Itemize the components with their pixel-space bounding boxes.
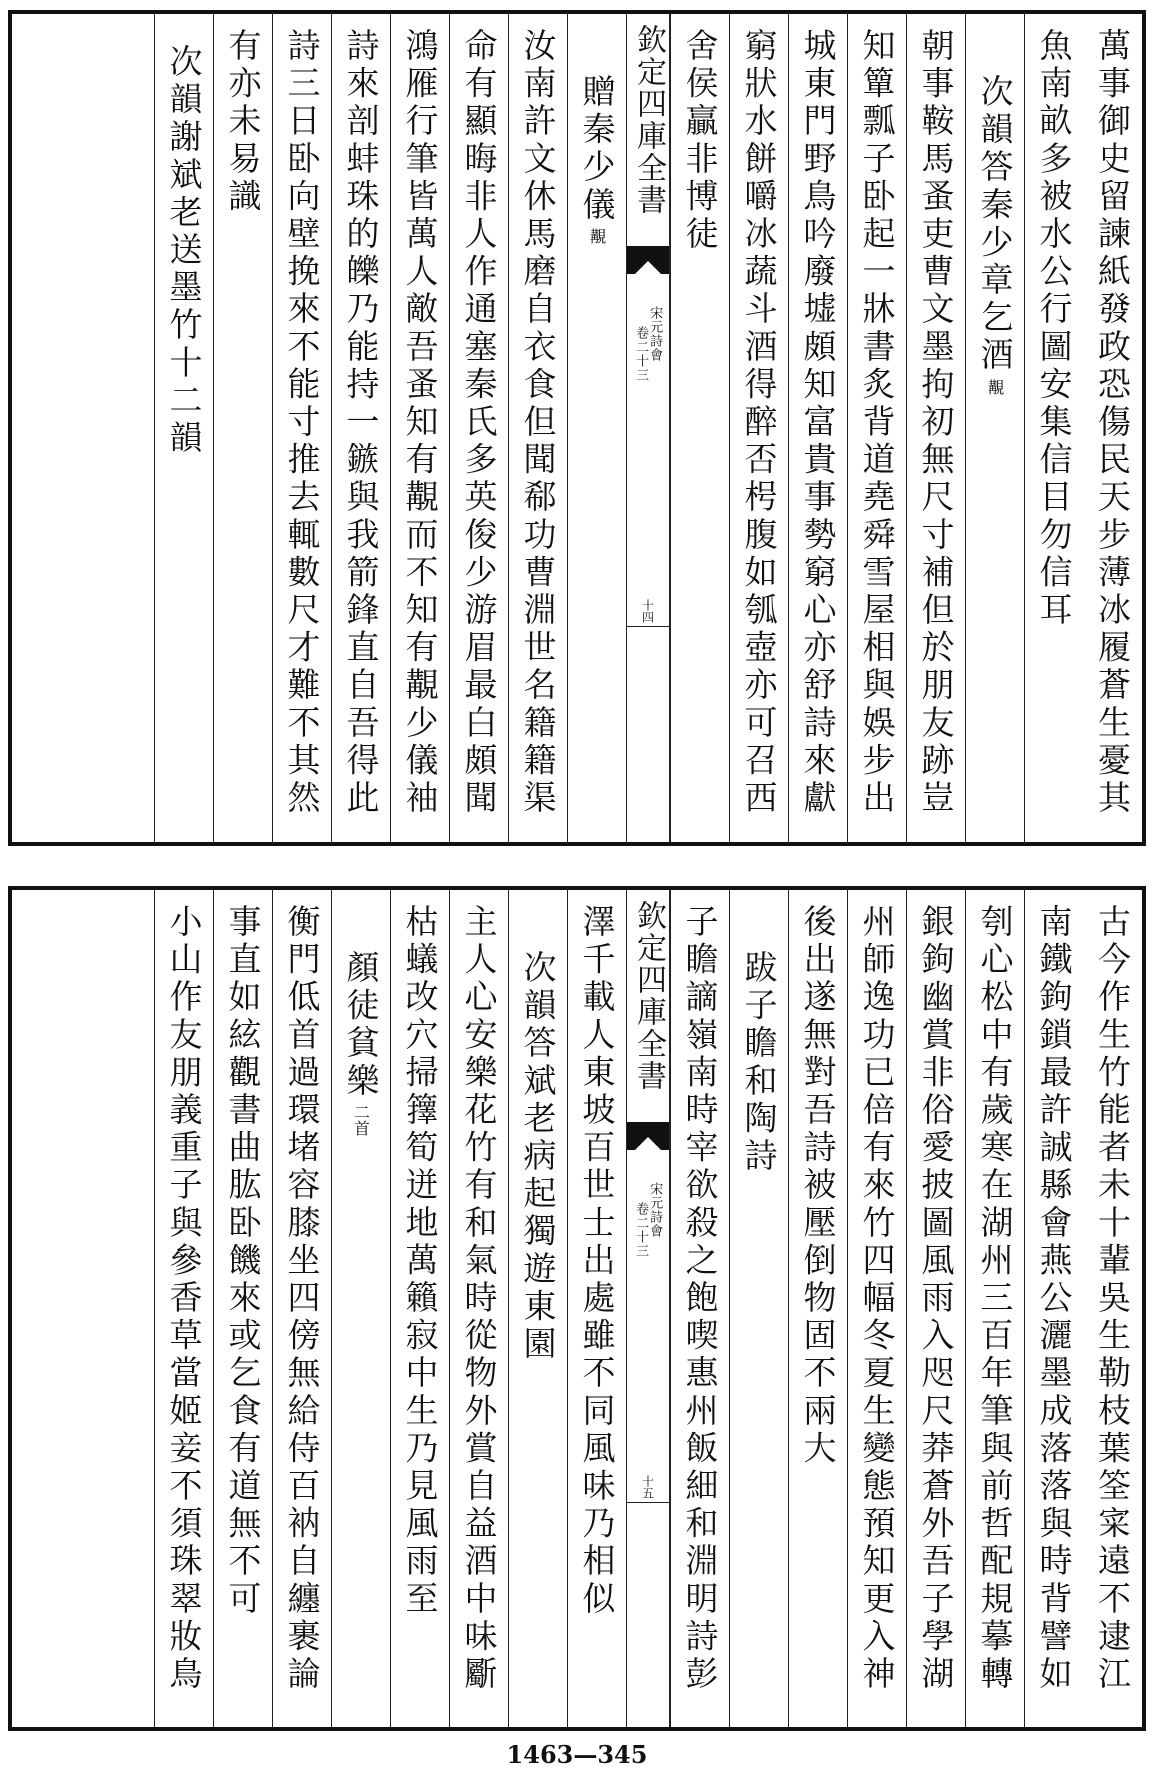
page-code: 1463—345 xyxy=(506,1740,648,1769)
column-text: 萬事御史留諫紙發政恐傷民天步薄冰履蒼生憂其 xyxy=(1093,28,1132,818)
text-column xyxy=(567,890,626,1727)
text-column xyxy=(670,890,729,1727)
center-leaf-number: 十五 xyxy=(640,1475,655,1499)
text-column xyxy=(906,890,965,1727)
fish-tail-mark xyxy=(627,1122,669,1150)
column-text: 顏徒貧樂 xyxy=(341,950,381,1101)
text-column xyxy=(508,14,567,842)
right-col-7 xyxy=(739,28,779,818)
text-column xyxy=(213,890,272,1727)
center-volume: 卷二十三 xyxy=(633,1202,649,1258)
left-col-8 xyxy=(164,44,204,458)
right-col-1 xyxy=(1093,904,1132,1694)
text-column xyxy=(729,14,788,842)
right-col-5 xyxy=(857,28,897,818)
center-strip xyxy=(626,890,670,1727)
left-col-3 xyxy=(459,904,499,1694)
text-column xyxy=(508,890,567,1727)
text-column xyxy=(1024,14,1083,842)
column-text: 子瞻謫嶺南時宰欲殺之飽喫惠州飯細和淵明詩彭 xyxy=(680,904,720,1694)
text-column xyxy=(331,14,390,842)
right-col-1 xyxy=(1093,28,1132,818)
column-text: 主人心安樂花竹有和氣時從物外賞自益酒中味斸 xyxy=(459,904,499,1694)
column-text: 澤千載人東坡百世士出處雖不同風味乃相似 xyxy=(577,904,617,1619)
left-col-4 xyxy=(400,904,440,1619)
column-text: 鴻雁行筆皆萬人敵吾蚤知有覯而不知有覯少儀袖 xyxy=(400,28,440,818)
text-column xyxy=(390,890,449,1727)
column-text: 次韻答秦少章乞酒 xyxy=(975,74,1015,375)
column-text: 知簞瓢子卧起一牀書炙背道堯舜雪屋相與娛步出 xyxy=(857,28,897,818)
text-column xyxy=(847,14,906,842)
left-col-7 xyxy=(223,904,263,1619)
column-text: 詩三日卧向壁挽來不能寸推去輒數尺才難不其然 xyxy=(282,28,322,818)
left-col-8 xyxy=(164,904,204,1694)
text-column xyxy=(154,890,213,1727)
left-col-4 xyxy=(400,28,440,818)
right-col-2 xyxy=(1034,28,1074,630)
text-column xyxy=(788,890,847,1727)
right-col-4 xyxy=(916,904,956,1694)
center-subtitle: 宋元詩會 xyxy=(647,1182,663,1238)
column-text: 南鐵鉤鎖最許誠縣會燕公灑墨成落落與時背譬如 xyxy=(1034,904,1074,1694)
text-column xyxy=(1024,890,1083,1727)
text-column xyxy=(965,890,1024,1727)
text-column xyxy=(390,14,449,842)
text-column xyxy=(788,14,847,842)
center-rule xyxy=(627,626,669,627)
left-col-2 xyxy=(518,950,558,1364)
column-text: 有亦未易識 xyxy=(223,28,263,216)
column-text: 贈秦少儀 xyxy=(577,74,617,225)
column-text: 城東門野鳥吟廢墟頗知富貴事勢窮心亦舒詩來獻 xyxy=(798,28,838,818)
text-column xyxy=(1083,14,1142,842)
center-leaf-number: 十四 xyxy=(640,599,655,623)
text-column xyxy=(670,14,729,842)
text-column xyxy=(272,890,331,1727)
text-column xyxy=(847,890,906,1727)
column-text: 後出遂無對吾詩被壓倒物固不兩大 xyxy=(798,904,838,1468)
text-column xyxy=(154,14,213,842)
text-column xyxy=(449,890,508,1727)
left-col-5 xyxy=(341,28,381,818)
annotation-note: 二首 xyxy=(351,1104,371,1137)
right-col-2 xyxy=(1034,904,1074,1694)
center-volume: 卷二十三 xyxy=(633,326,649,382)
column-text: 朝事鞍馬蚤吏曹文墨拘初無尺寸補但於朋友跡豈 xyxy=(916,28,956,818)
left-col-5 xyxy=(341,950,381,1137)
text-column xyxy=(965,14,1024,842)
text-column xyxy=(729,890,788,1727)
text-column xyxy=(567,14,626,842)
text-column xyxy=(449,14,508,842)
column-text: 枯蟻改穴掃籜筍迸地萬籟寂中生乃見風雨至 xyxy=(400,904,440,1619)
column-text: 舍侯贏非博徒 xyxy=(680,28,720,254)
text-column xyxy=(1083,890,1142,1727)
center-strip xyxy=(626,14,670,842)
left-col-1 xyxy=(577,74,617,245)
column-text: 次韻答斌老病起獨遊東園 xyxy=(518,950,558,1364)
right-col-6 xyxy=(798,904,838,1468)
left-col-6 xyxy=(282,904,322,1694)
text-column xyxy=(906,14,965,842)
text-column xyxy=(213,14,272,842)
right-col-5 xyxy=(857,904,897,1694)
column-text: 衡門低首過環堵容膝坐四傍無給侍百衲自纏裹論 xyxy=(282,904,322,1694)
right-col-8 xyxy=(680,904,720,1694)
annotation-note: 覯 xyxy=(587,228,607,245)
right-col-6 xyxy=(798,28,838,818)
right-col-3 xyxy=(975,904,1015,1694)
column-text: 詩來剖蚌珠的皪乃能持一鏃與我箭鋒直自吾得此 xyxy=(341,28,381,818)
text-column xyxy=(331,890,390,1727)
column-text: 銀鉤幽賞非俗愛披圖風雨入咫尺莽蒼外吾子學湖 xyxy=(916,904,956,1694)
column-text: 窮狀水餅嚼冰蔬斗酒得醉否枵腹如瓠壺亦可召西 xyxy=(739,28,779,818)
column-text: 命有顯晦非人作通塞秦氏多英俊少游眉最白頗聞 xyxy=(459,28,499,818)
page-top xyxy=(8,10,1146,846)
left-col-3 xyxy=(459,28,499,818)
annotation-note: 覯 xyxy=(985,378,1005,395)
left-col-6 xyxy=(282,28,322,818)
center-title: 欽定四庫全書 xyxy=(631,24,666,216)
column-text: 汝南許文休馬磨自衣食但聞郗功曹淵世名籍籍渠 xyxy=(518,28,558,818)
center-rule xyxy=(627,1502,669,1503)
right-col-8 xyxy=(680,28,720,254)
left-col-2 xyxy=(518,28,558,818)
text-column xyxy=(272,14,331,842)
right-col-4 xyxy=(916,28,956,818)
column-text: 跋子瞻和陶詩 xyxy=(739,950,779,1176)
right-col-3 xyxy=(975,74,1015,395)
left-col-1 xyxy=(577,904,617,1619)
column-text: 次韻謝斌老送墨竹十二韻 xyxy=(164,44,204,458)
column-text: 州師逸功已倍有來竹四幅冬夏生變態預知更入神 xyxy=(857,904,897,1694)
right-col-7 xyxy=(739,950,779,1176)
column-text: 小山作友朋義重子與參香草當姬妾不須珠翠妝鳥 xyxy=(164,904,204,1694)
center-title: 欽定四庫全書 xyxy=(631,900,666,1092)
fish-tail-mark xyxy=(627,246,669,274)
left-col-7 xyxy=(223,28,263,216)
page-bottom xyxy=(8,886,1146,1731)
column-text: 刳心松中有歲寒在湖州三百年筆與前哲配規摹轉 xyxy=(975,904,1015,1694)
column-text: 魚南畝多被水公行圖安集信目勿信耳 xyxy=(1034,28,1074,630)
center-subtitle: 宋元詩會 xyxy=(647,306,663,362)
column-text: 古今作生竹能者未十輩吳生勒枝葉筌寀遠不逮江 xyxy=(1093,904,1132,1694)
column-text: 事直如絃觀書曲肱卧饑來或乞食有道無不可 xyxy=(223,904,263,1619)
